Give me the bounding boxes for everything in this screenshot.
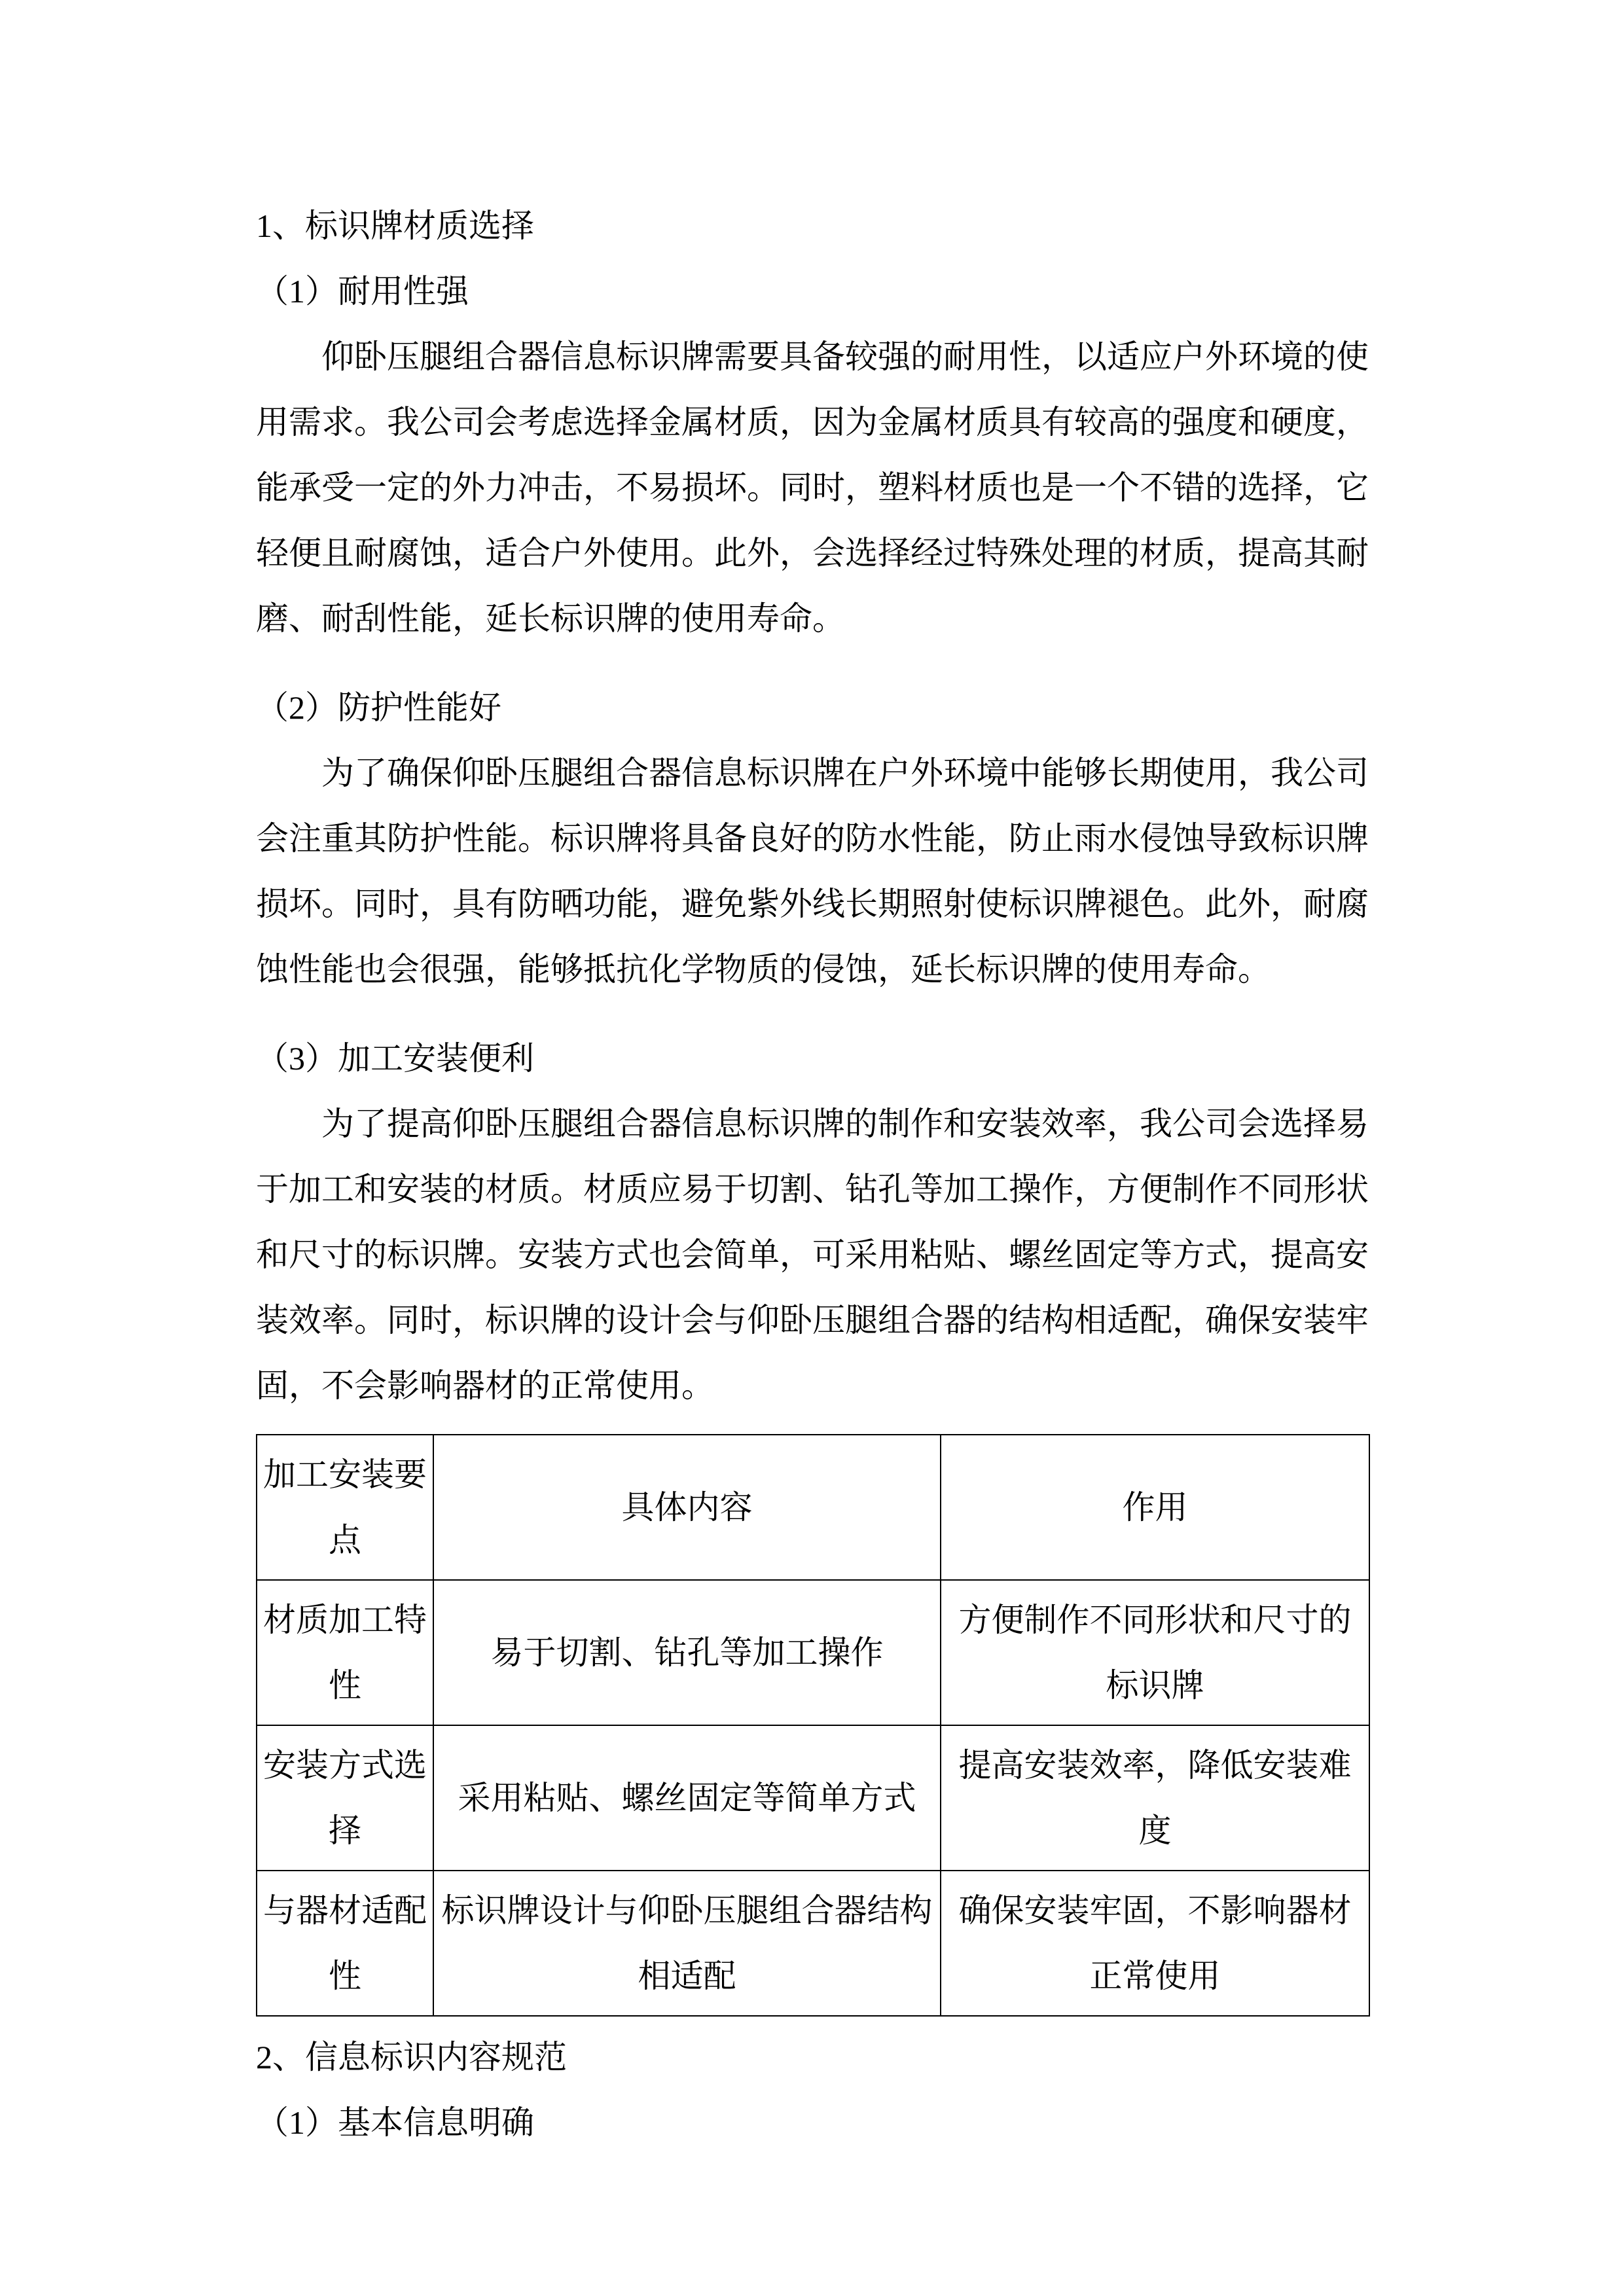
table-cell-detail: 采用粘贴、螺丝固定等简单方式	[433, 1725, 941, 1871]
table-cell-role: 确保安装牢固，不影响器材正常使用	[941, 1871, 1369, 2016]
table-cell-key: 材质加工特性	[257, 1580, 433, 1725]
table-cell-role: 提高安装效率，降低安装难度	[941, 1725, 1369, 1871]
table-cell-key: 安装方式选择	[257, 1725, 433, 1871]
sub-heading-durability: （1）耐用性强	[256, 273, 469, 310]
section-1-heading: 1、标识牌材质选择	[256, 207, 534, 244]
paragraph-protection: 为了确保仰卧压腿组合器信息标识牌在户外环境中能够长期使用，我公司会注重其防护性能。标识牌将具备良好的防水性能，防止雨水侵蚀导致标识牌损坏。同时，具有防晒功能，避免紫外线长期照射使标识牌褪色。此外，耐腐蚀性能也会很强，能够抵抗化学物质的侵蚀，延长标识牌的使用寿命。	[256, 755, 1369, 988]
table-row	[257, 1725, 1369, 1871]
paragraph-installation: 为了提高仰卧压腿组合器信息标识牌的制作和安装效率，我公司会选择易于加工和安装的材质。材质应易于切割、钻孔等加工操作，方便制作不同形状和尺寸的标识牌。安装方式也会简单，可采用粘贴、螺丝固定等方式，提高安装效率。同时，标识牌的设计会与仰卧压腿组合器的结构相适配，确保安装牢固，不会影响器材的正常使用。	[256, 1105, 1369, 1404]
table-header-detail: 具体内容	[433, 1435, 941, 1580]
table-header-role: 作用	[941, 1435, 1369, 1580]
table-cell-detail: 标识牌设计与仰卧压腿组合器结构相适配	[433, 1871, 941, 2016]
paragraph-durability: 仰卧压腿组合器信息标识牌需要具备较强的耐用性，以适应户外环境的使用需求。我公司会考虑选择金属材质，因为金属材质具有较高的强度和硬度，能承受一定的外力冲击，不易损坏。同时，塑料材质也是一个不错的选择，它轻便且耐腐蚀，适合户外使用。此外，会选择经过特殊处理的材质，提高其耐磨、耐刮性能，延长标识牌的使用寿命。	[256, 338, 1369, 637]
document-content	[256, 193, 1369, 2155]
sub-heading-installation: （3）加工安装便利	[256, 1040, 534, 1077]
sub-heading-protection: （2）防护性能好	[256, 689, 501, 726]
table-header-key: 加工安装要点	[257, 1435, 433, 1580]
table-cell-detail: 易于切割、钻孔等加工操作	[433, 1580, 941, 1725]
installation-points-table	[256, 1434, 1370, 2017]
section-2-heading: 2、信息标识内容规范	[256, 2039, 567, 2075]
table-cell-role: 方便制作不同形状和尺寸的标识牌	[941, 1580, 1369, 1725]
table-cell-key: 与器材适配性	[257, 1871, 433, 2016]
table-row	[257, 1871, 1369, 2016]
table-header-row	[257, 1435, 1369, 1580]
table-row	[257, 1580, 1369, 1725]
sub-heading-basic-info: （1）基本信息明确	[256, 2104, 534, 2141]
